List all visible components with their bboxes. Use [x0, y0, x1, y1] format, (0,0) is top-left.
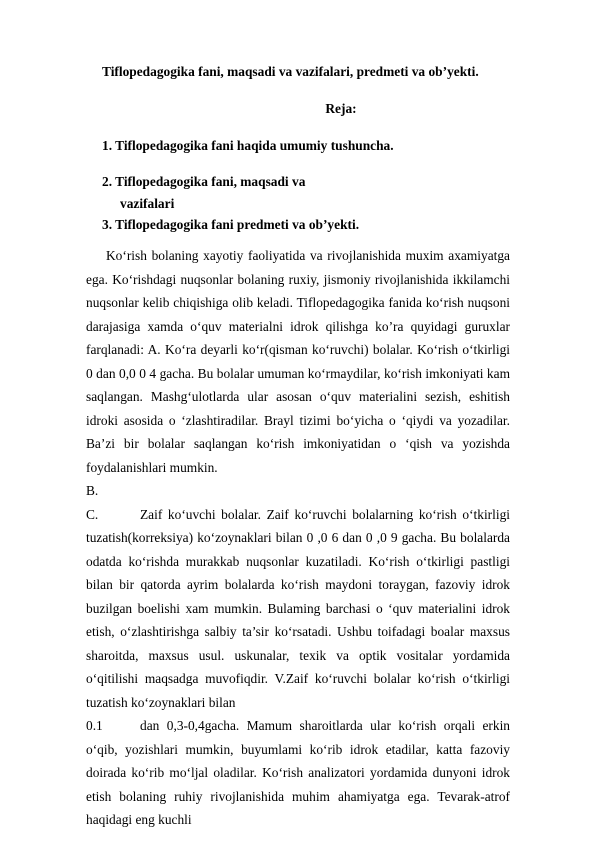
paragraph-3-text: dan 0,3-0,4gacha. Mamum sharoitlarda ular ko‘rish orqali erkin o‘qib, yozishlari mumkin, buyumlami ko‘rib idrok etadilar, katta fazoviy doirada ko‘rib mo‘ljal oladilar. Ko‘rish analizatori yordamida dunyoni idrok etish bolaning ruhiy rivojlanishida muhim ahamiyatga ega. Tevarak-atrof haqidagi eng kuchli	[86, 718, 510, 827]
plan-item-2-continuation: vazifalari	[120, 196, 175, 211]
paragraph-1: Ko‘rish bolaning xayotiy faoliyatida va rivojlanishida muxim axamiyatga ega. Ko‘rishdagi nuqsonlar bolaning ruxiy, jismoniy rivojlanishida ikkilamchi nuqsonlar kelib chiqishiga olib keladi. Tiflopedagogika fanida ko‘rish nuqsoni darajasiga xamda o‘quv materialni idrok qilishga ko’ra quyidagi guruxlar farqlanadi: A. Ko‘ra deyarli ko‘r(qisman ko‘ruvchi) bolalar. Ko‘rish o‘tkirligi 0 dan 0,0 0 4 gacha. Bu bolalar umuman ko‘rmaydilar, ko‘rish imkoniyati kam saqlangan. Mashg‘ulotlarda ular asosan o‘quv materialini sezish, eshitish idroki asosida o ‘zlashtiradilar. Brayl tizimi bo‘yicha o ‘qiydi va yozadilar. Ba’zi bir bolalar saqlangan ko‘rish imkoniyatidan o ‘qish va yozishda foydalanishlari mumkin.	[86, 248, 510, 475]
paragraph-3	[86, 714, 510, 832]
label-0-1: 0.1	[86, 718, 103, 733]
plan-item-2: 2. Tiflopedagogika fani, maqsadi va	[102, 174, 306, 189]
paragraph-2	[86, 503, 510, 715]
plan-item-3: 3. Tiflopedagogika fani predmeti va ob’yekti.	[102, 217, 360, 232]
paragraph-2-text: Zaif ko‘uvchi bolalar. Zaif ko‘ruvchi bolalarning ko‘rish o‘tkirligi tuzatish(korreksiya) ko‘zoynaklari bilan 0 ,0 6 dan 0 ,0 9 gacha. Bu bolalarda odatda ko‘rishda murakkab nuqsonlar kuzatiladi. Ko‘rish o‘tkirligi pastligi bilan bir qatorda ayrim bolalarda ko‘rish maydoni toraygan, fazoviy idrok buzilgan boelishi xam mumkin. Bulaming barchasi o ‘quv materialini idrok etish, o‘zlashtirishga salbiy ta’sir ko‘rsatadi. Ushbu toifadagi boalar maxsus sharoitda, maxsus usul. uskunalar, texik va optik vositalar yordamida o‘qitilishi maqsadga muvofiqdir. V.Zaif ko‘ruvchi bolalar ko‘rish o‘tkirligi tuzatish ko‘zoynaklari bilan	[86, 506, 510, 710]
label-b: B.	[86, 483, 99, 498]
label-c: C.	[86, 506, 99, 522]
document-title: Tiflopedagogika fani, maqsadi va vazifalari, predmeti va ob’yekti.	[102, 64, 479, 79]
plan-heading: Reja:	[325, 101, 357, 116]
document-body	[86, 244, 510, 832]
plan-item-1: 1. Tiflopedagogika fani haqida umumiy tushuncha.	[102, 138, 394, 153]
